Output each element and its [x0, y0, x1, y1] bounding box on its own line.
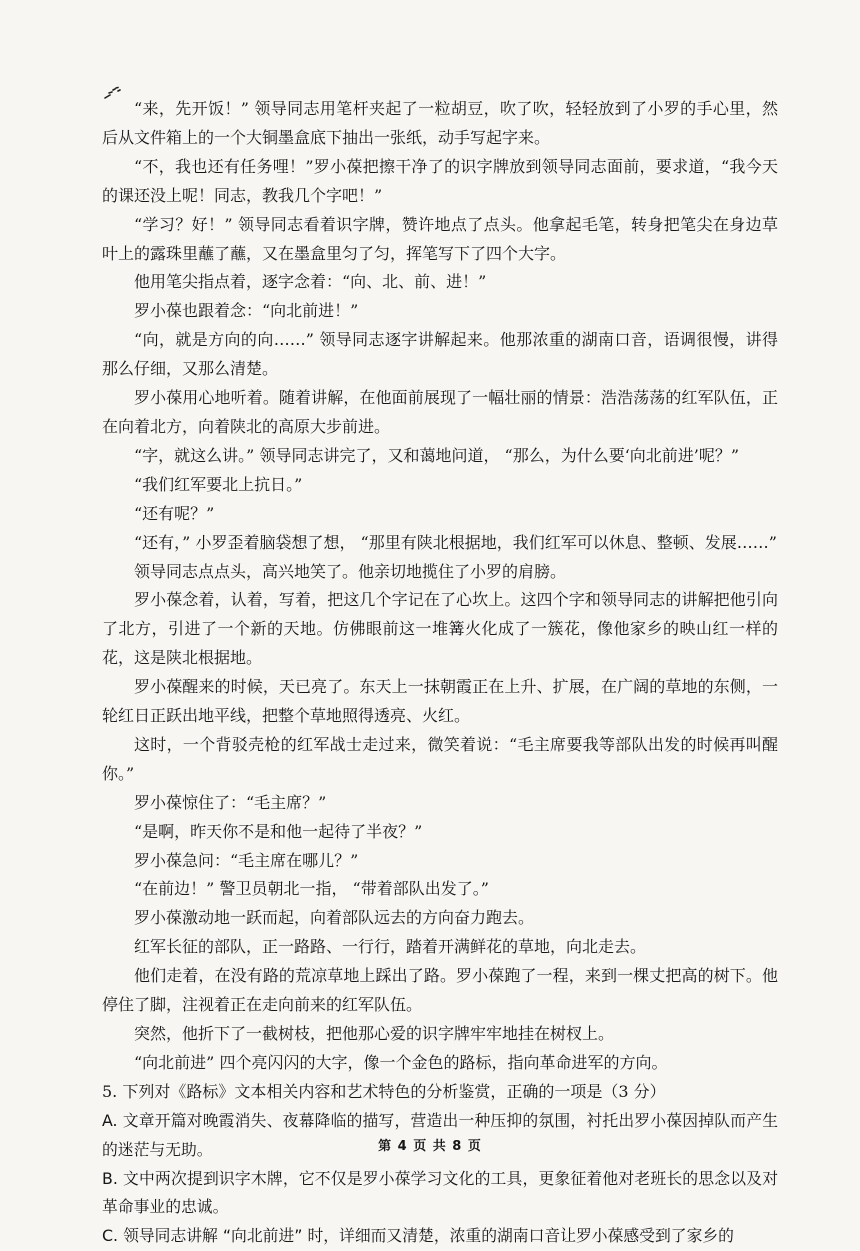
passage-paragraph: 领导同志点点头，高兴地笑了。他亲切地揽住了小罗的肩膀。: [134, 561, 567, 581]
passage-paragraph: “是啊，昨天你不是和他一起待了半夜？”: [134, 821, 423, 841]
passage-paragraph: 红军长征的部队，正一路路、一行行，踏着开满鲜花的草地，向北走去。: [134, 937, 647, 957]
passage-paragraph: 罗小葆也跟着念：“向北前进！”: [134, 301, 359, 321]
passage-paragraph: “学习？好！” 领导同志看着识字牌，赞许地点了点头。他拿起毛笔，转身把笔尖在身边草叶上的露珠里蘸了蘸，又在墨盒里匀了匀，挥笔写下了四个大字。: [102, 214, 778, 263]
option-c: C. 领导同志讲解 “向北前进” 时，详细而又清楚，浓重的湖南口音让罗小葆感受到了家乡的: [102, 1226, 734, 1246]
option-b: B. 文中两次提到识字木牌，它不仅是罗小葆学习文化的工具，更象征着他对老班长的思念以及对革命事业的忠诚。: [102, 1168, 778, 1217]
passage-paragraph: “在前边！” 警卫员朝北一指， “带着部队出发了。”: [134, 879, 489, 899]
text-body: [102, 95, 778, 1251]
page-footer: 第 4 页 共 8 页: [378, 1139, 482, 1154]
passage-paragraph: “还有呢？”: [134, 503, 215, 523]
passage-paragraph: “还有，” 小罗歪着脑袋想了想， “那里有陕北根据地，我们红军可以休息、整顿、发展……”: [134, 532, 777, 552]
passage-paragraph: 罗小葆急问：“毛主席在哪儿？”: [134, 850, 359, 870]
passage-paragraph: 他们走着，在没有路的荒凉草地上踩出了路。罗小葆跑了一程，来到一棵丈把高的树下。他停住了脚，注视着正在走向前来的红军队伍。: [102, 966, 778, 1015]
passage-paragraph: “不，我也还有任务哩！”罗小葆把擦干净了的识字牌放到领导同志面前，要求道，“我今天的课还没上呢！同志，教我几个字吧！”: [102, 156, 778, 205]
passage-paragraph: 罗小葆念着，认着，写着，把这几个字记在了心坎上。这四个字和领导同志的讲解把他引向了北方，引进了一个新的天地。仿佛眼前这一堆篝火化成了一簇花，像他家乡的映山红一样的花，这是陕北根据地。: [102, 590, 778, 668]
question-stem: 5. 下列对《路标》文本相关内容和艺术特色的分析鉴赏，正确的一项是（3 分）: [102, 1081, 666, 1101]
passage-paragraph: 罗小葆用心地听着。随着讲解，在他面前展现了一幅壮丽的情景：浩浩荡荡的红军队伍，正在向着北方，向着陕北的高原大步前进。: [102, 388, 778, 436]
passage-paragraph: 罗小葆惊住了：“毛主席？”: [134, 792, 327, 812]
passage-paragraph: 这时，一个背驳壳枪的红军战士走过来，微笑着说：“毛主席要我等部队出发的时候再叫醒你。”: [102, 734, 778, 783]
passage-paragraph: “我们红军要北上抗日。”: [134, 474, 303, 494]
passage-paragraph: 罗小葆醒来的时候，天已亮了。东天上一抹朝霞正在上升、扩展，在广阔的草地的东侧，一轮红日正跃出地平线，把整个草地照得透亮、火红。: [102, 677, 778, 726]
option-a: A. 文章开篇对晚霞消失、夜幕降临的描写，营造出一种压抑的氛围，衬托出罗小葆因掉队而产生的迷茫与无助。: [102, 1110, 778, 1159]
passage-paragraph: “向北前进” 四个亮闪闪的大字，像一个金色的路标，指向革命进军的方向。: [134, 1052, 668, 1072]
passage-paragraph: 罗小葆激动地一跃而起，向着部队远去的方向奋力跑去。: [134, 908, 535, 928]
passage-paragraph: “向，就是方向的向……” 领导同志逐字讲解起来。他那浓重的湖南口音，语调很慢，讲得那么仔细，又那么清楚。: [102, 330, 778, 379]
passage-paragraph: 他用笔尖指点着，逐字念着：“向、北、前、进！”: [134, 272, 487, 292]
passage-paragraph: “来，先开饭！” 领导同志用笔杆夹起了一粒胡豆，吹了吹，轻轻放到了小罗的手心里，然后从文件箱上的一个大铜墨盒底下抽出一张纸，动手写起字来。: [102, 99, 778, 147]
passage-paragraph: “字，就这么讲。” 领导同志讲完了，又和蔼地问道， “那么，为什么要‘向北前进’呢？”: [134, 445, 740, 465]
passage-paragraph: 突然，他折下了一截树枝，把他那心爱的识字牌牢牢地挂在树杈上。: [134, 1024, 615, 1043]
